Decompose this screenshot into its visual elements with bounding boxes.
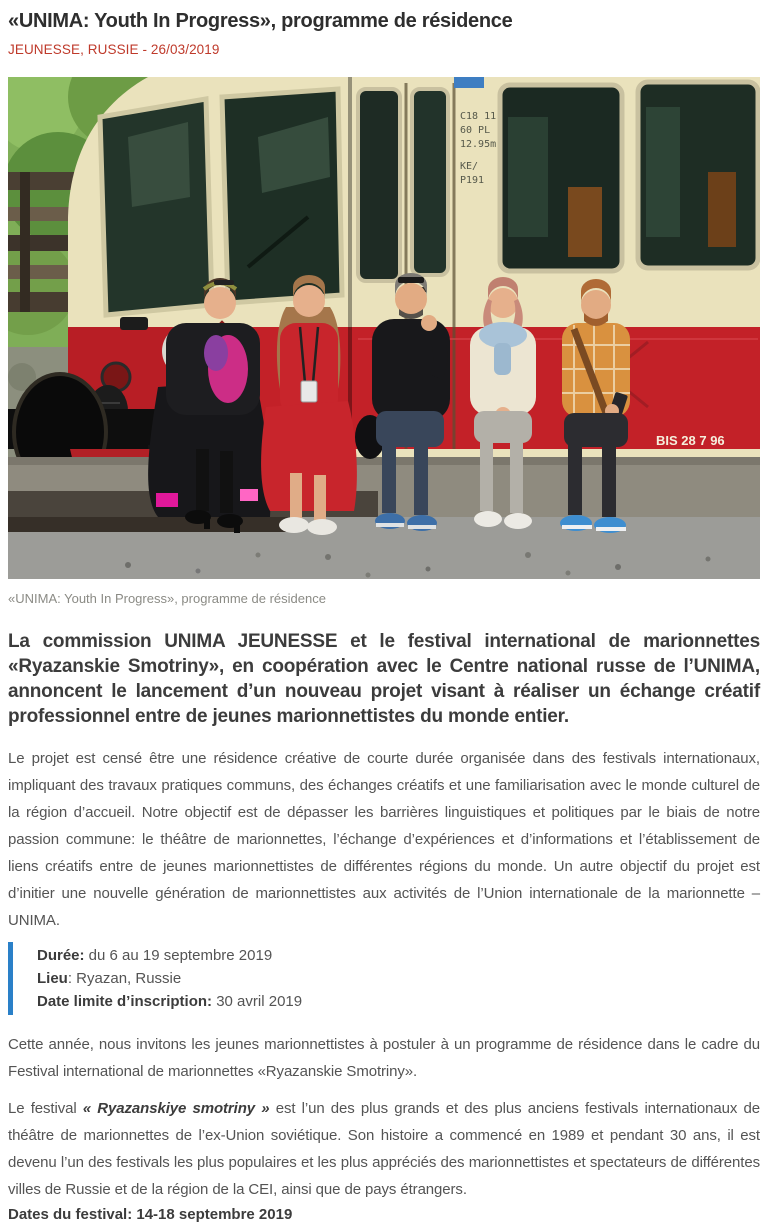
info-label: Durée:	[37, 947, 85, 964]
bus-side-number: BIS 28 7 96	[656, 433, 725, 448]
blue-plate	[454, 77, 484, 88]
body-paragraph-3	[8, 1095, 760, 1203]
info-label: Date limite d’inscription:	[37, 993, 213, 1010]
article-meta: JEUNESSE, RUSSIE - 26/03/2019	[8, 42, 220, 57]
p3-text-after: est l’un des plus grands et des plus anciens festivals internationaux de théâtre de marionnettes de l’ex-Union soviétique. Son histoire a commencé en 1989 et pendant 30 ans, il est devenu l’un des festivals les plus populaires et les plus appréciés des marionnettistes et spectateurs de différentes villes de Russie et de la région de la CEI, ainsi que de pays étrangers.	[8, 1100, 760, 1198]
intro-paragraph: La commission UNIMA JEUNESSE et le festival international de marionnettes «Ryazanskie Smotriny», en coopération avec le Centre national russe de l’UNIMA, annoncent le lancement d’un nouveau projet visant à réaliser un échange créatif professionnel entre de jeunes marionnettistes du monde entier.	[8, 631, 760, 727]
info-item-location	[37, 967, 760, 990]
p3-text-before: Le festival	[8, 1100, 83, 1117]
info-item-duration	[37, 944, 760, 967]
article-photo	[8, 77, 760, 579]
festival-dates-line: Dates du festival: 14-18 septembre 2019	[8, 1206, 293, 1223]
info-item-deadline	[37, 990, 760, 1013]
info-value: du 6 au 19 septembre 2019	[84, 947, 273, 964]
info-label: Lieu	[37, 970, 68, 987]
photo-illustration	[8, 77, 760, 579]
info-value: 30 avril 2019	[212, 993, 303, 1010]
photo-caption: «UNIMA: Youth In Progress», programme de résidence	[8, 591, 326, 606]
side-windows	[358, 82, 758, 281]
p3-festival-name: « Ryazanskiye smotriny »	[82, 1100, 270, 1117]
article-page	[8, 0, 760, 1225]
info-box	[8, 942, 760, 1015]
bus-code-text: C18 11 60 PL 12.95m KE/ P191	[460, 111, 497, 186]
body-paragraph-1: Le projet est censé être une résidence créative de courte durée organisée dans des festivals internationaux, impliquant des travaux pratiques communs, des échanges créatifs et une familiarisation avec le monde culturel de la région d’accueil. Notre objectif est de dépasser les barrières linguistiques et politiques par le biais de notre passion commune: le théâtre de marionnettes, l’échange d’expériences et d’informations et l’établissement de liens créatifs entre de jeunes marionnettistes de différentes régions du monde. Un autre objectif du projet est d’initier une nouvelle génération de marionnettistes aux activités de l’Union internationale de la marionnette – UNIMA.	[8, 750, 760, 929]
body-paragraph-2: Cette année, nous invitons les jeunes marionnettistes à postuler à un programme de résidence dans le cadre du Festival international de marionnettes «Ryazanskie Smotriny».	[8, 1036, 760, 1080]
info-value: : Ryazan, Russie	[67, 970, 182, 987]
front-vent	[120, 317, 148, 330]
page-title: «UNIMA: Youth In Progress», programme de résidence	[8, 10, 513, 32]
